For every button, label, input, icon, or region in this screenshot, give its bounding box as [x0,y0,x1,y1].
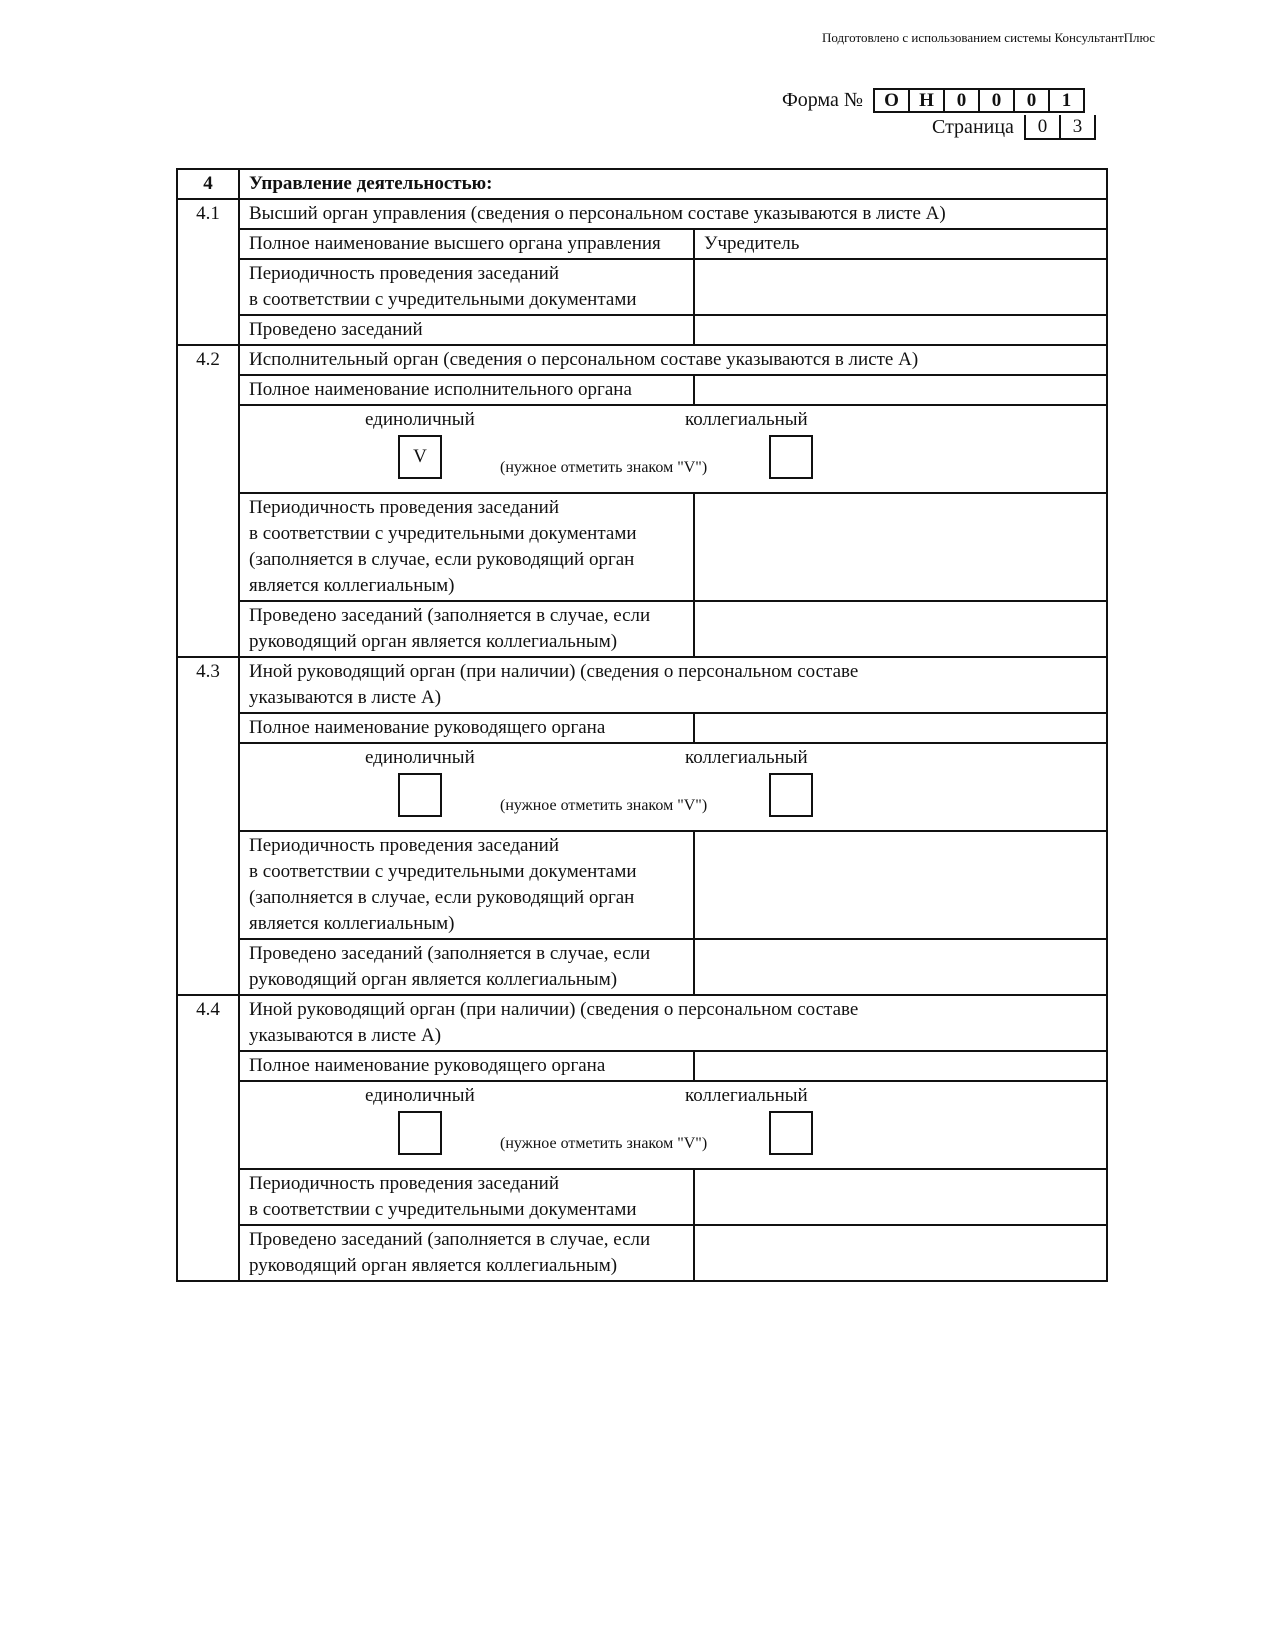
label-line: Проведено заседаний (заполняется в случае, если [249,605,651,626]
title-line: Иной руководящий орган (при наличии) (сведения о персональном составе [249,661,859,682]
s43-title [239,657,1107,713]
collegial-label: коллегиальный [685,1085,808,1106]
label-line: в соответствии с учредительными документами [249,861,637,882]
s44-name-label: Полное наименование руководящего органа [239,1051,694,1081]
s42-type-choice [249,407,1097,491]
s44-period-label [239,1169,694,1225]
s44-title-row [177,995,1107,1051]
collegial-checkbox[interactable] [769,1111,813,1155]
s42-meetings-label [239,601,694,657]
s42-meetings-row [177,601,1107,657]
s43-type-row [177,743,1107,831]
s44-meetings-row [177,1225,1107,1281]
s43-period-label [239,831,694,939]
s41-meetings-row [177,315,1107,345]
s41-period-label [239,259,694,315]
s44-name-row [177,1051,1107,1081]
mark-hint: (нужное отметить знаком "V") [500,1135,708,1152]
section-number: 4 [177,169,239,199]
s43-name-row [177,713,1107,743]
s41-period-row [177,259,1107,315]
s42-name-field[interactable] [694,375,1107,405]
page-number-cell: 0 [1026,115,1061,140]
s43-number: 4.3 [177,657,239,995]
sole-checkbox[interactable] [398,1111,442,1155]
label-line: (заполняется в случае, если руководящий орган [249,887,635,908]
label-line: Периодичность проведения заседаний [249,263,559,284]
header-note: Подготовлено с использованием системы КонсультантПлюс [821,30,1155,45]
label-line: Проведено заседаний (заполняется в случае, если [249,1229,651,1250]
s44-title [239,995,1107,1051]
s42-number: 4.2 [177,345,239,657]
mark-hint: (нужное отметить знаком "V") [500,797,708,814]
label-line: Периодичность проведения заседаний [249,1173,559,1194]
label-line: в соответствии с учредительными документами [249,289,637,310]
page-number [932,115,1096,140]
collegial-checkbox[interactable] [769,435,813,479]
page-number-cells [1024,115,1096,140]
label-line: является коллегиальным) [249,913,455,934]
s43-meetings-field[interactable] [694,939,1107,995]
label-line: руководящий орган является коллегиальным) [249,631,618,652]
label-line: в соответствии с учредительными документами [249,523,637,544]
label-line: в соответствии с учредительными документами [249,1199,637,1220]
label-line: руководящий орган является коллегиальным) [249,1255,618,1276]
title-line: указываются в листе А) [249,1025,442,1046]
s43-type-cell [239,743,1107,831]
form-number-cell: 0 [945,88,980,113]
s42-type-cell [239,405,1107,493]
label-line: (заполняется в случае, если руководящий орган [249,549,635,570]
s41-period-field[interactable] [694,259,1107,315]
form-number-cell: Н [910,88,945,113]
s43-meetings-row [177,939,1107,995]
s42-name-row [177,375,1107,405]
form-number [782,88,1085,113]
s42-period-row [177,493,1107,601]
title-line: Иной руководящий орган (при наличии) (сведения о персональном составе [249,999,859,1020]
s42-type-row [177,405,1107,493]
s41-name-row [177,229,1107,259]
s41-name-label: Полное наименование высшего органа управления [239,229,694,259]
s44-meetings-label [239,1225,694,1281]
sole-checkbox[interactable]: V [398,435,442,479]
label-line: Периодичность проведения заседаний [249,835,559,856]
s43-title-row [177,657,1107,713]
s44-period-field[interactable] [694,1169,1107,1225]
s43-type-choice [249,745,1097,829]
s44-type-cell [239,1081,1107,1169]
s43-name-field[interactable] [694,713,1107,743]
label-line: руководящий орган является коллегиальным) [249,969,618,990]
form-number-cell: 1 [1050,88,1085,113]
sole-label: единоличный [365,409,475,430]
s41-meetings-field[interactable] [694,315,1107,345]
s42-period-label [239,493,694,601]
s44-number: 4.4 [177,995,239,1281]
s42-title-row [177,345,1107,375]
title-line: указываются в листе А) [249,687,442,708]
s43-period-row [177,831,1107,939]
s44-meetings-field[interactable] [694,1225,1107,1281]
label-line: Проведено заседаний (заполняется в случае, если [249,943,651,964]
governance-table [176,168,1108,1282]
s42-name-label: Полное наименование исполнительного органа [239,375,694,405]
s44-type-row [177,1081,1107,1169]
sole-checkbox[interactable] [398,773,442,817]
s44-period-row [177,1169,1107,1225]
mark-hint: (нужное отметить знаком "V") [500,459,708,476]
s41-meetings-label: Проведено заседаний [239,315,694,345]
s41-number: 4.1 [177,199,239,345]
collegial-label: коллегиальный [685,409,808,430]
s44-type-choice [249,1083,1097,1167]
collegial-label: коллегиальный [685,747,808,768]
page-number-cell: 3 [1061,115,1096,140]
form-number-cell: 0 [1015,88,1050,113]
collegial-checkbox[interactable] [769,773,813,817]
form-number-label: Форма № [782,89,863,111]
s42-title: Исполнительный орган (сведения о персональном составе указываются в листе А) [239,345,1107,375]
s42-period-field[interactable] [694,493,1107,601]
section-title: Управление деятельностью: [239,169,1107,199]
s43-meetings-label [239,939,694,995]
s43-name-label: Полное наименование руководящего органа [239,713,694,743]
label-line: Периодичность проведения заседаний [249,497,559,518]
form-number-cell: О [875,88,910,113]
label-line: является коллегиальным) [249,575,455,596]
form-number-cells [873,88,1085,113]
s41-title: Высший орган управления (сведения о персональном составе указываются в листе А) [239,199,1107,229]
s44-name-field[interactable] [694,1051,1107,1081]
s42-meetings-field[interactable] [694,601,1107,657]
page-number-label: Страница [932,116,1014,138]
sole-label: единоличный [365,747,475,768]
sole-label: единоличный [365,1085,475,1106]
s41-title-row [177,199,1107,229]
form-number-cell: 0 [980,88,1015,113]
s41-name-field[interactable]: Учредитель [694,229,1107,259]
s43-period-field[interactable] [694,831,1107,939]
section-header-row [177,169,1107,199]
